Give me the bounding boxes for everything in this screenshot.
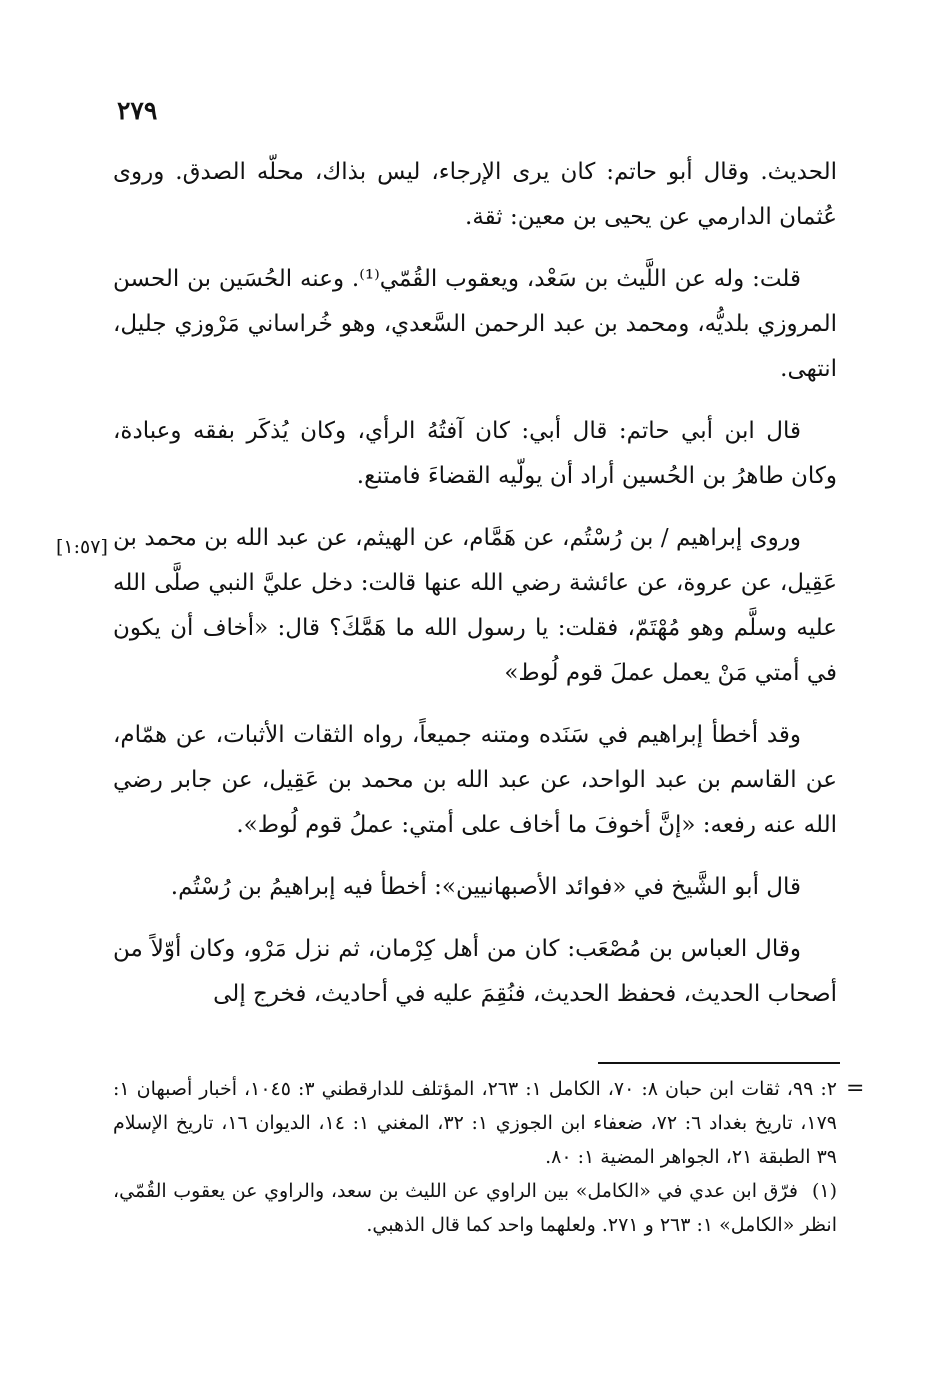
paragraph-2: قلت: وله عن اللَّيث بن سَعْد، ويعقوب القُمّي⁽¹⁾. وعنه الحُسَين بن الحسن المروزي بلديُّه، ومحمد بن عبد الرحمن السَّعدي، وهو خُراساني مَرْوزي جليل، انتهى. xyxy=(113,266,837,382)
paragraph-7: وقال العباس بن مُصْعَب: كان من أهل كِرْمان، ثم نزل مَرْو، وكان أوّلاً من أصحاب الحديث، فحفظ الحديث، فنُقِمَ عليه في أحاديث، فخرج إلى xyxy=(113,936,837,1007)
paragraph-1: الحديث. وقال أبو حاتم: كان يرى الإرجاء، ليس بذاك، محلّه الصدق. وروى عُثمان الدارمي عن يحيى بن معين: ثقة. xyxy=(113,159,837,230)
footnote-divider xyxy=(598,1062,840,1064)
footnote-number: (١) xyxy=(811,1180,837,1202)
footnote-continuation-mark: = xyxy=(846,1076,865,1101)
paragraph-6: قال أبو الشَّيخ في «فوائد الأصبهانيين»: أخطأ فيه إبراهيمُ بن رُسْتُم. xyxy=(170,874,801,900)
paragraph-4: وروى إبراهيم / بن رُسْتُم، عن هَمَّام، عن الهيثم، عن عبد الله بن محمد بن عَقِيل، عن عروة، عن عائشة رضي الله عنها قالت: دخل عليَّ النبي صلَّى الله عليه وسلَّم وهو مُهْتَمّ، فقلت: يا رسول الله ما هَمَّكَ؟ قال: «أخاف أن يكون في أمتي مَنْ يعمل عملَ قوم لُوط» xyxy=(113,525,837,686)
footnote-continuation: ٢: ٩٩، ثقات ابن حبان ٨: ٧٠، الكامل ١: ٢٦٣، المؤتلف للدارقطني ٣: ١٠٤٥، أخبار أصبهان ١: ١٧٩، تاريخ بغداد ٦: ٧٢، ضعفاء ابن الجوزي ١: ٣٢، المغني ١: ١٤، الديوان ١٦، تاريخ الإسلام ٣٩ الطبقة ٢١، الجواهر المضية ١: ٨٠. xyxy=(113,1078,837,1168)
page-number: ٢٧٩ xyxy=(117,96,158,125)
footnote-1 xyxy=(113,1174,837,1242)
margin-reference: [١:٥٧] xyxy=(56,536,108,558)
footnote-text: فرّق ابن عدي في «الكامل» بين الراوي عن الليث بن سعد، والراوي عن يعقوب القُمّي، انظر «الكامل» ١: ٢٦٣ و ٢٧١. ولعلهما واحد كما قال الذهبي. xyxy=(113,1180,837,1236)
footnotes xyxy=(113,1072,837,1242)
paragraph-5: وقد أخطأ إبراهيم في سَنَده ومتنه جميعاً، رواه الثقات الأثبات، عن همّام، عن القاسم بن عبد الواحد، عن عبد الله بن محمد بن عَقِيل، عن جابر رضي الله عنه رفعه: «إنَّ أخوفَ ما أخاف على أمتي: عملُ قوم لُوط». xyxy=(113,722,837,838)
main-text xyxy=(113,150,837,1034)
paragraph-3: قال ابن أبي حاتم: قال أبي: كان آفتُهُ الرأي، وكان يُذكَر بفقه وعبادة، وكان طاهرُ بن الحُسين أراد أن يولّيه القضاءَ فامتنع. xyxy=(113,418,837,489)
